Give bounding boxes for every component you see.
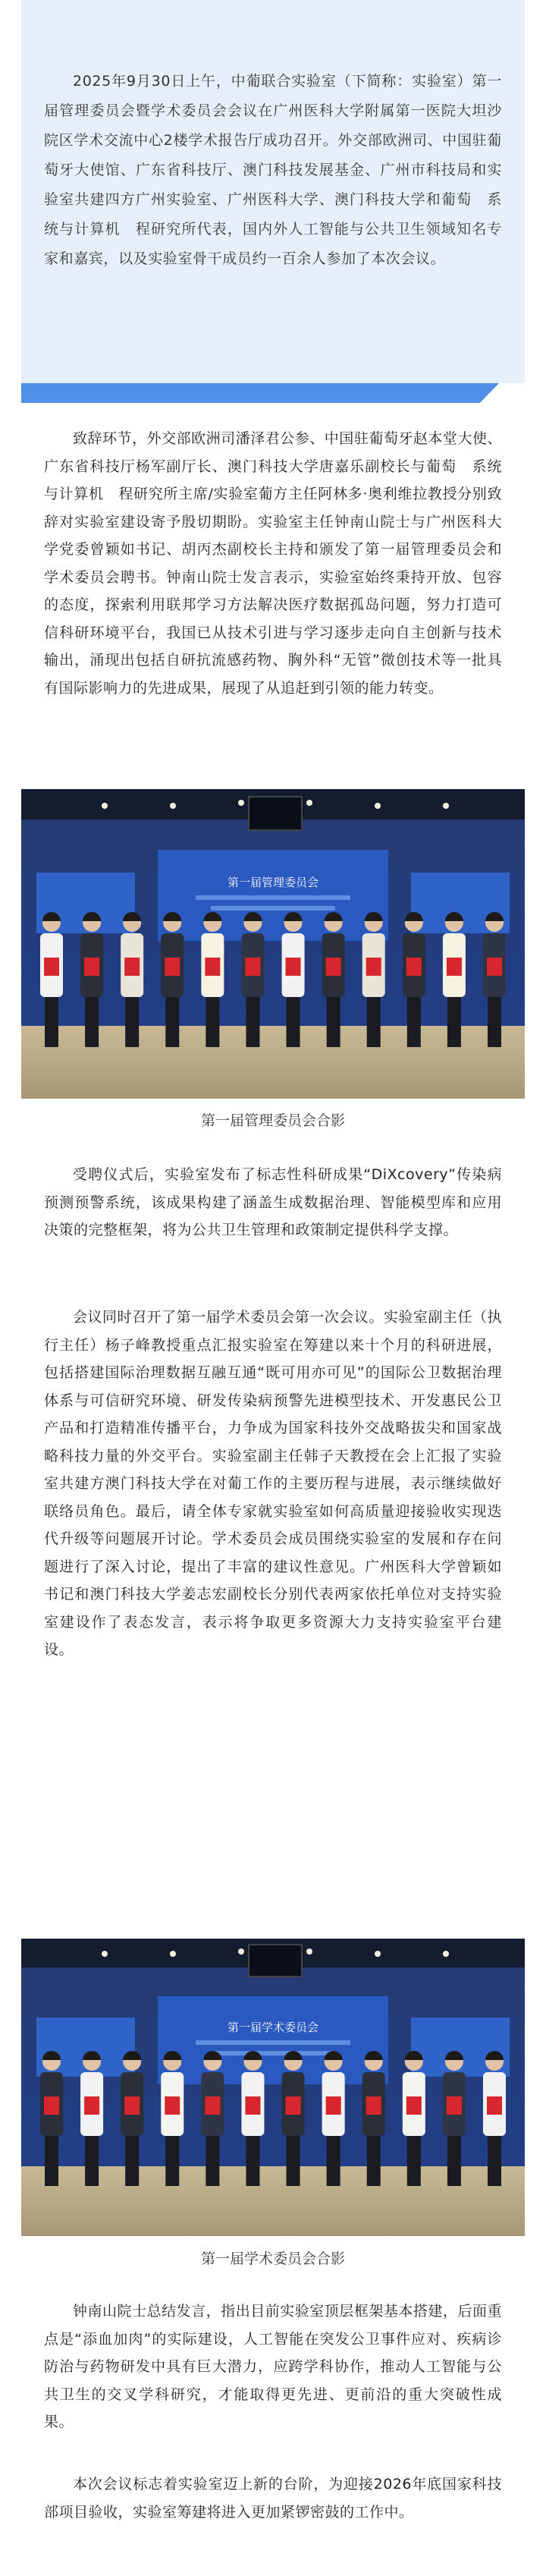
certificate	[326, 958, 341, 976]
certificate	[205, 958, 220, 976]
certificate	[124, 2096, 140, 2115]
certificate	[366, 958, 381, 976]
certificate	[487, 958, 502, 976]
paragraph-opening-remarks: 致辞环节，外交部欧洲司潘泽君公参、中国驻葡萄牙赵本堂大使、广东省科技厅杨军副厅长、澳门科技大学唐嘉乐副校长与葡萄 系统与计算机 程研究所主席/实验室葡方主任阿林多·奥利维拉教授分别致辞对实验室建设寄予殷切期盼。实验室主任钟南山院士与广州医科大学党委曾颖如书记、胡丙杰副校长主持和颁发了第一届管理委员会和学术委员会聘书。钟南山院士发言表示，实验室始终秉持开放、包容的态度，探索利用联邦学习方法解决医疗数据孤岛问题，努力打造可信科研环境平台，我国已从技术引进与学习逐步走向自主创新与技术输出，涌现出包括自研抗流感药物、胸外科“无管”微创技术等一批具有国际影响力的先进成果，展现了从追赶到引领的能力转变。	[44, 430, 502, 697]
certificate	[447, 2096, 462, 2115]
certificate	[124, 958, 140, 976]
certificate	[205, 2096, 220, 2115]
intro-paragraph: 2025年9月30日上午，中葡联合实验室（下简称：实验室）第一届管理委员会暨学术委员会会议在广州医科大学附属第一医院大坦沙院区学术交流中心2楼学术报告厅成功召开。外交部欧洲司、中国驻葡萄牙大使馆、广东省科技厅、澳门科技发展基金、广州市科技局和实验室共建四方广州实验室、广州医科大学、澳门科技大学和葡萄 系统与计算机 程研究所代表，国内外人工智能与公共卫生领域知名专家和嘉宾，以及实验室骨干成员约一百余人参加了本次会议。	[44, 73, 502, 267]
certificate	[245, 2096, 260, 2115]
certificate	[406, 958, 422, 976]
certificate	[84, 958, 99, 976]
paragraph-conclusion: 本次会议标志着实验室迈上新的台阶，为迎接2026年底国家科技部项目验收，实验室筹建将进入更加紧锣密鼓的工作中。	[44, 2476, 502, 2521]
certificate	[326, 2096, 341, 2115]
certificate	[447, 958, 462, 976]
banner-title: 第一届学术委员会	[227, 2021, 319, 2034]
banner-title: 第一届管理委员会	[227, 876, 319, 889]
certificate	[406, 2096, 422, 2115]
certificate	[165, 2096, 180, 2115]
certificate	[84, 2096, 99, 2115]
paragraph-summary: 钟南山院士总结发言，指出目前实验室顶层框架基本搭建，后面重点是“添血加肉”的实际建设，人工智能在突发公卫事件应对、疾病诊防治与药物研发中具有巨大潜力，应跨学科协作，推动人工智能与公共卫生的交叉学科研究，才能取得更先进、更前沿的重大突破性成果。	[44, 2303, 502, 2430]
academic-photo-caption: 第一届学术委员会合影	[200, 2250, 345, 2267]
certificate	[44, 958, 59, 976]
management-photo-caption: 第一届管理委员会合影	[200, 1112, 345, 1129]
certificate	[286, 958, 301, 976]
certificate	[286, 2096, 301, 2115]
academic-committee-photo	[21, 1939, 525, 2236]
management-committee-photo	[21, 789, 525, 1099]
paragraph-academic-meeting: 会议同时召开了第一届学术委员会第一次会议。实验室副主任（执行主任）杨子峰教授重点汇报实验室在筹建以来十个月的科研进展，包括搭建国际治理数据互融互通“既可用亦可见”的国际公卫数据治理体系与可信研究环境、研发传染病预警先进模型技术、开发惠民公卫产品和打造精准传播平台，力争成为国家科技外交战略拔尖和国家战略科技力量的外交平台。实验室副主任韩子天教授在会上汇报了实验室共建方澳门科技大学在对葡工作的主要历程与进展，表示继续做好联络员角色。最后，请全体专家就实验室如何高质量迎接验收实现迭代升级等问题展开讨论。学术委员会成员围绕实验室的发展和存在问题进行了深入讨论，提出了丰富的建议性意见。广州医科大学曾颖如书记和澳门科技大学姜志宏副校长分别代表两家依托单位对支持实验室建设作了表态发言，表示将争取更多资源大力支持实验室平台建设。	[44, 1309, 502, 1658]
certificate	[245, 958, 260, 976]
certificate	[165, 958, 180, 976]
certificate	[44, 2096, 59, 2115]
paragraph-dixcovery: 受聘仪式后，实验室发布了标志性科研成果“DiXcovery”传染病预测预警系统，该成果构建了涵盖生成数据治理、智能模型库和应用决策的完整框架，将为公共卫生管理和政策制定提供科学支撑。	[44, 1166, 502, 1238]
certificate	[366, 2096, 381, 2115]
accent-bar	[21, 383, 499, 403]
certificate	[487, 2096, 502, 2115]
